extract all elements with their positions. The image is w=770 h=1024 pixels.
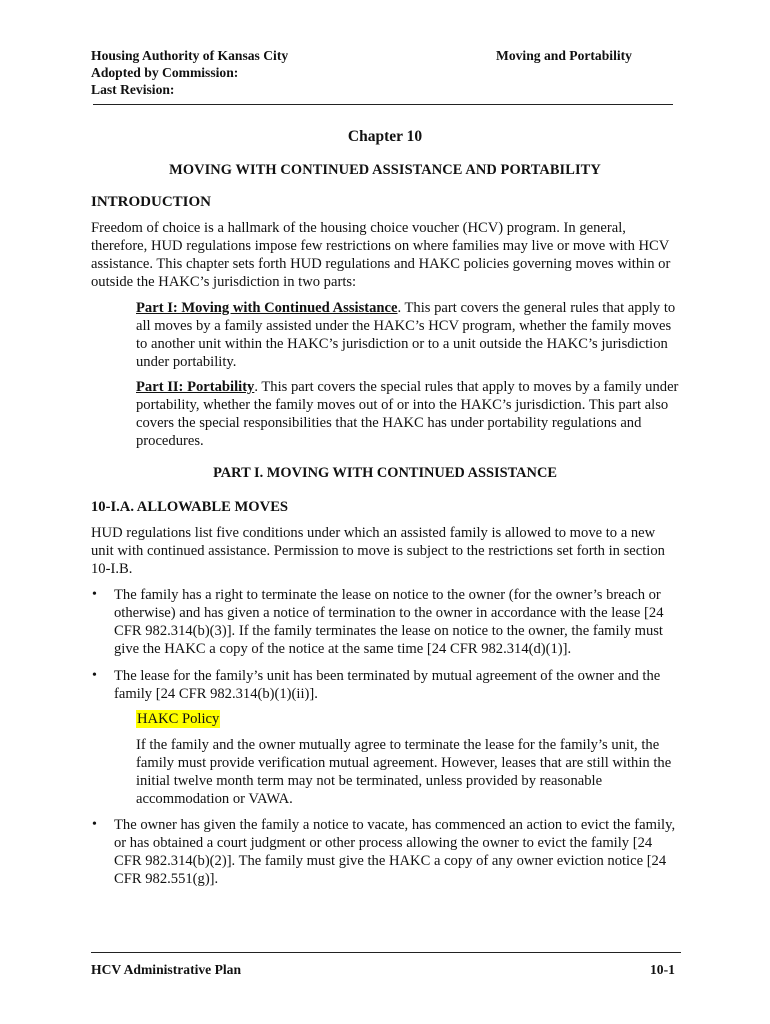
header-revision: Last Revision: (91, 82, 175, 97)
list-item (92, 667, 682, 703)
bullet-icon: • (92, 668, 97, 683)
part-2-label: Part II: Portability (136, 379, 255, 395)
list-item (92, 586, 682, 658)
part-1-summary (136, 299, 684, 371)
part-2-summary (136, 378, 684, 450)
part-1-label: Part I: Moving with Continued Assistance (136, 300, 398, 316)
bullet-icon: • (92, 817, 97, 832)
list-item (92, 816, 682, 888)
header-left (91, 47, 288, 98)
intro-heading: INTRODUCTION (91, 194, 212, 210)
header-adopted: Adopted by Commission: (91, 65, 239, 80)
policy-label: HAKC Policy (137, 711, 220, 727)
intro-paragraph: Freedom of choice is a hallmark of the housing choice voucher (HCV) program. In general, therefore, HUD regulations impose few restrictions on where families may live or move with HCV assistance. This chapter sets forth HUD regulations and HAKC policies governing moves within or outside the HAKC’s jurisdiction in two parts: (91, 220, 671, 290)
list-item-text: The owner has given the family a notice to vacate, has commenced an action to evict the family, or has obtained a court judgment or other process allowing the owner to evict the family [24 CFR 982.314(b)(2)]. The family must give the HAKC a copy of any owner eviction notice [24 CFR 982.551(g)]. (114, 817, 676, 887)
bullet-icon: • (92, 587, 97, 602)
footer-title: HCV Administrative Plan (91, 962, 242, 977)
header-section: Moving and Portability (496, 48, 632, 63)
policy-paragraph: If the family and the owner mutually agree to terminate the lease for the family’s unit, the family must provide verification mutual agreement. However, leases that are still within the initial twelve month term may not be terminated, unless provided by reasonable accommodation or VAWA. (136, 737, 672, 807)
chapter-number: Chapter 10 (347, 128, 423, 145)
header-divider (93, 104, 673, 105)
header-org: Housing Authority of Kansas City (91, 48, 289, 63)
page-number: 10-1 (650, 962, 675, 977)
list-item-text: The family has a right to terminate the lease on notice to the owner (for the owner’s breach or otherwise) and has given a notice of termination to the owner in accordance with the lease [24 CFR 982.314(b)(3)]. If the family terminates the lease on notice to the owner, the family must give the HAKC a copy of the notice at the same time [24 CFR 982.314(d)(1)]. (114, 587, 664, 657)
chapter-title: MOVING WITH CONTINUED ASSISTANCE AND PORTABILITY (169, 162, 601, 178)
part-1-text: . This part covers the general rules that apply to all moves by a family assisted under the HAKC’s HCV program, whether the family moves to another unit within the HAKC’s jurisdiction or to a unit outside the HAKC’s jurisdiction under portability. (136, 300, 676, 370)
list-item-text: The lease for the family’s unit has been terminated by mutual agreement of the owner and the family [24 CFR 982.314(b)(1)(ii)]. (114, 668, 661, 702)
section-heading: 10-I.A. ALLOWABLE MOVES (91, 499, 289, 515)
part-1-heading: PART I. MOVING WITH CONTINUED ASSISTANCE (213, 465, 557, 481)
part-2-text: . This part covers the special rules that apply to moves by a family under portability, whether the family moves out of or into the HAKC’s jurisdiction. This part also covers the special responsibilities that the HAKC has under portability regulations and procedures. (136, 379, 679, 449)
section-intro-paragraph: HUD regulations list five conditions under which an assisted family is allowed to move to a new unit with continued assistance. Permission to move is subject to the restrictions set forth in section 10-I.B. (91, 525, 665, 577)
footer-divider (91, 952, 681, 953)
